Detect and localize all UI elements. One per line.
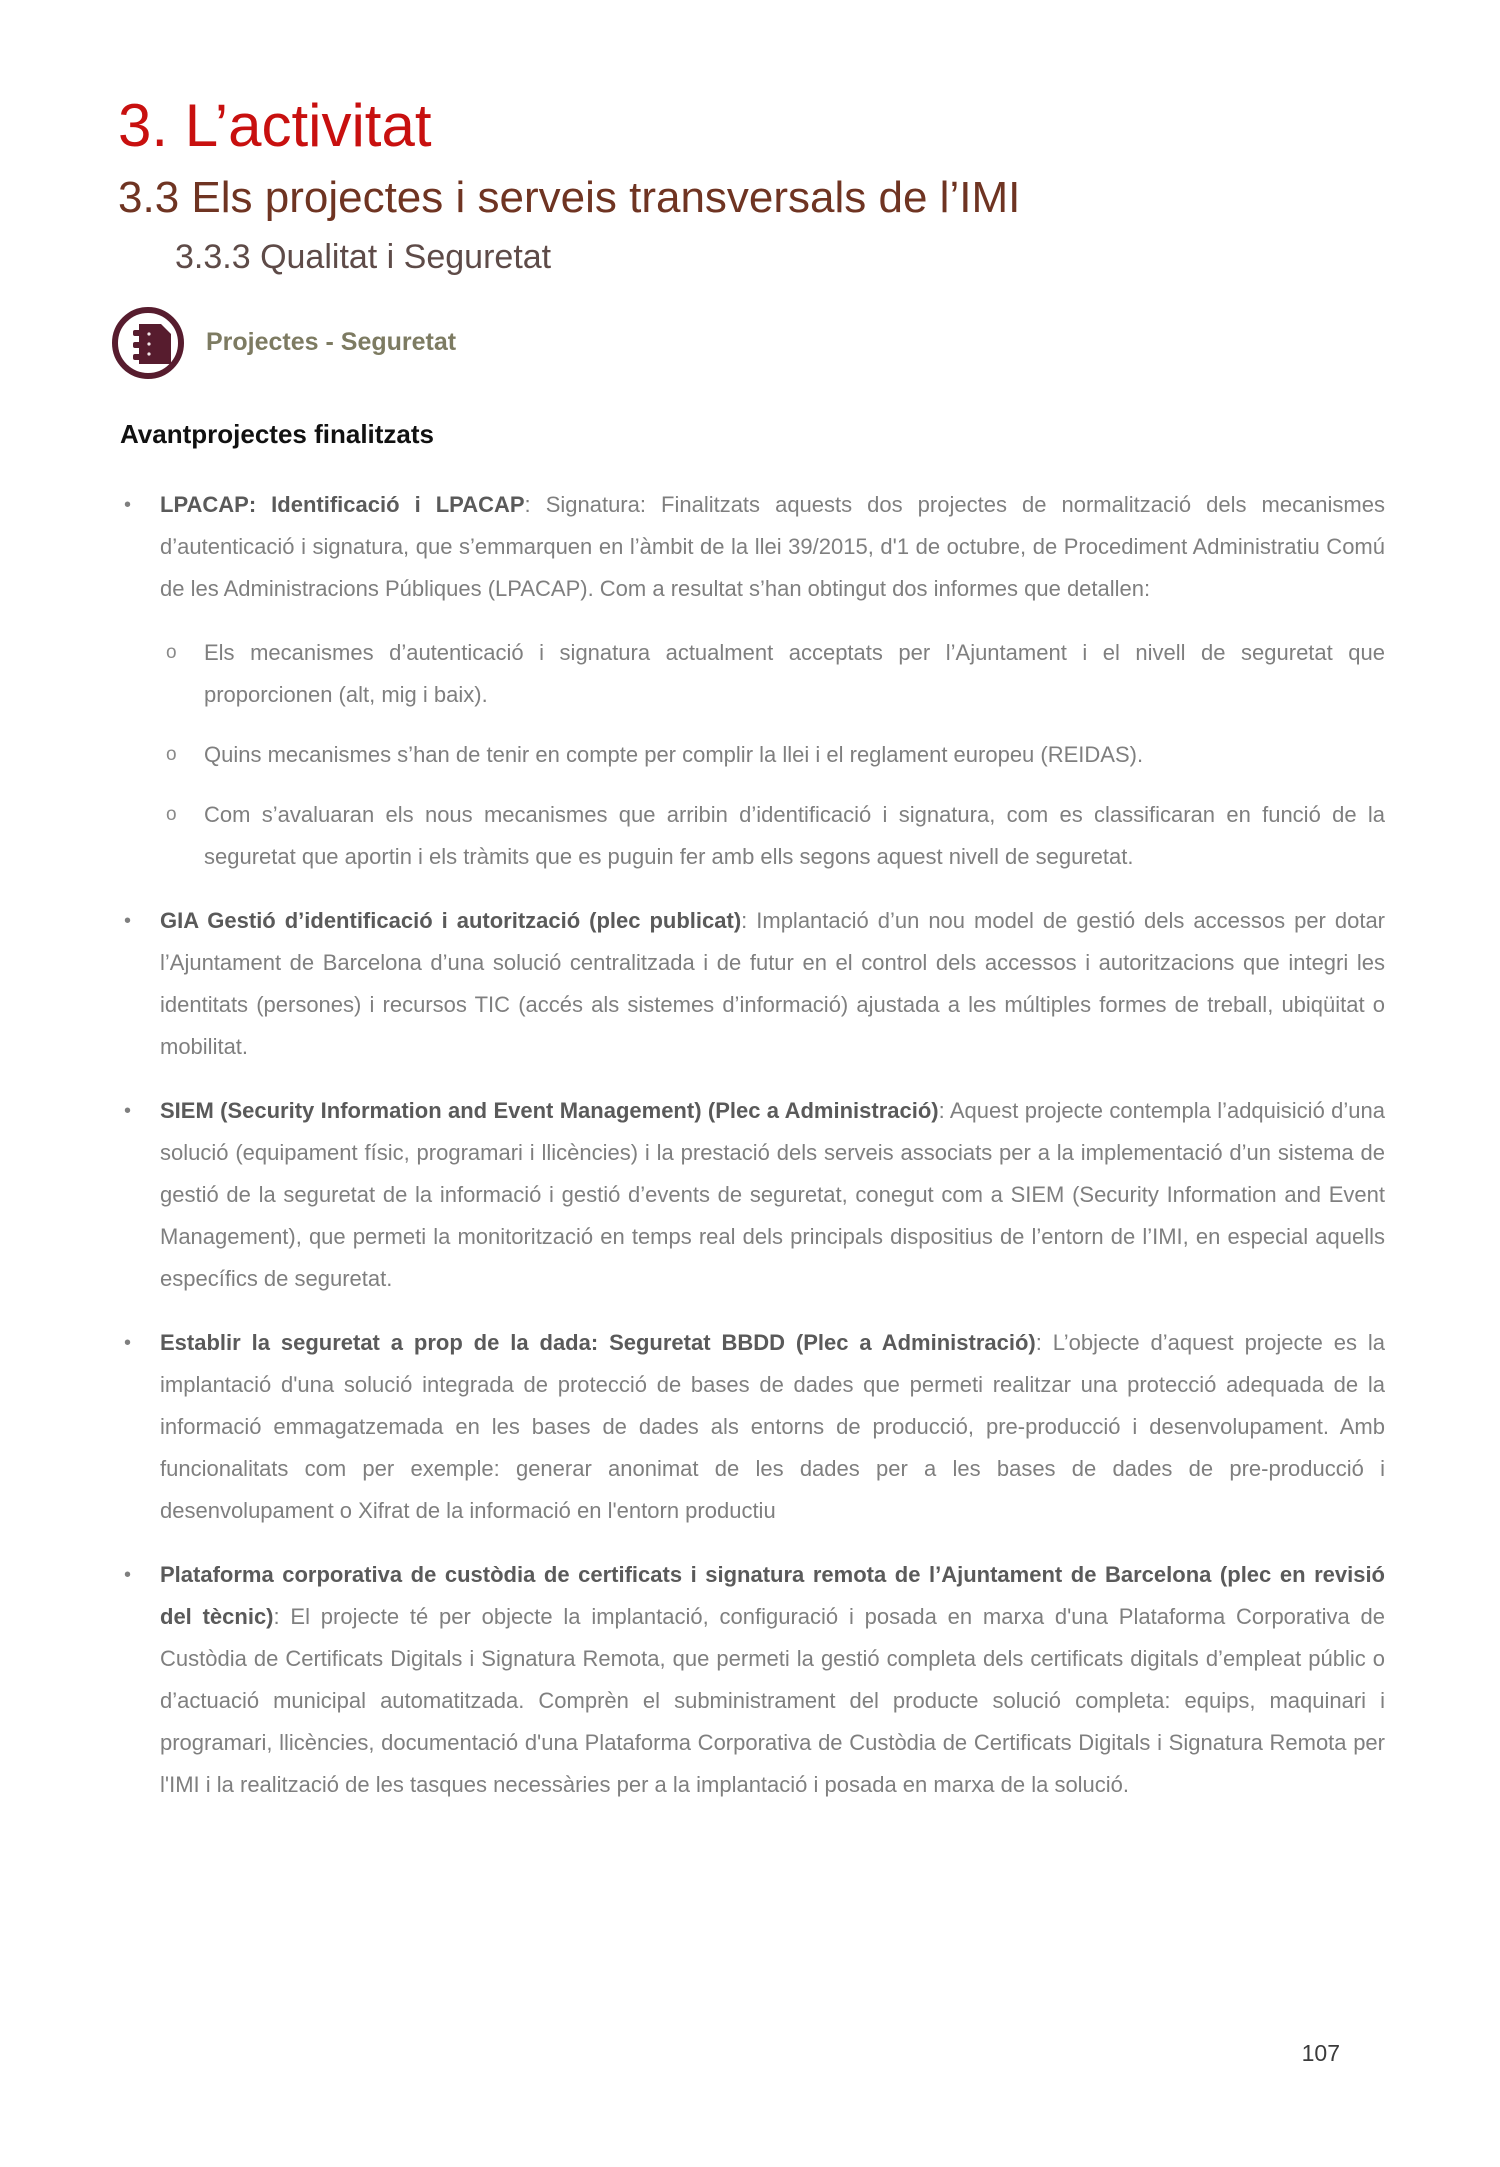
bullet-body: : L’objecte d’aquest projecte es la implantació d'una solució integrada de protecció de bases de dades que permeti realitzar una protecció adequada de la informació emmagatzemada en les bases de dades als entorns de producció, pre-producció i desenvolupament. Amb funcionalitats com per exemple: generar anonimat de les dades per a les bases de dades de pre-producció i desenvolupament o Xifrat de la informació en l'entorn productiu [160, 1329, 1386, 1523]
sub-list [166, 632, 1385, 878]
bullet-item-plataforma [124, 1554, 1385, 1806]
bullet-text [160, 900, 1385, 1068]
notebook-icon [108, 303, 188, 383]
sub-marker-icon: o [166, 743, 177, 765]
projects-badge [108, 303, 1385, 383]
bullet-body: : Implantació d’un nou model de gestió dels accessos per dotar l’Ajuntament de Barcelona d’una solució centralitzada i de futur en el control dels accessos i autoritzacions que integri les identitats (persones) i recursos TIC (accés als sistemes d’informació) ajustada a les múltiples formes de treball, ubiqüitat o mobilitat. [160, 907, 1386, 1059]
bullet-item-siem [124, 1090, 1385, 1300]
sub-text: Quins mecanismes s’han de tenir en compte per complir la llei i el reglament europeu (REIDAS). [204, 741, 1144, 767]
badge-label: Projectes - Seguretat [206, 328, 457, 357]
sub-item [166, 734, 1385, 776]
bullet-text [160, 1090, 1385, 1300]
avantprojectes-heading: Avantprojectes finalitzats [120, 418, 435, 449]
bullet-marker-icon: • [124, 1563, 132, 1586]
bullet-marker-icon: • [124, 909, 132, 932]
bullet-marker-icon: • [124, 493, 132, 516]
bullet-marker-icon: • [124, 1099, 132, 1122]
sub-text: Com s’avaluaran els nous mecanismes que arribin d’identificació i signatura, com es classificaran en funció de la seguretat que aportin i els tràmits que es puguin fer amb ells segons aquest nivell de seguretat. [204, 801, 1385, 869]
bullet-body: : El projecte té per objecte la implantació, configuració i posada en marxa d'una Plataforma Corporativa de Custòdia de Certificats Digitals i Signatura Remota, que permeti la gestió completa dels certificats digitals d’empleat públic o d’actuació municipal automatitzada. Comprèn el subministrament del producte solució completa: equips, maquinari i programari, llicències, documentació d'una Plataforma Corporativa de Custòdia de Certificats Digitals i Signatura Remota per l'IMI i la realització de les tasques necessàries per a la implantació i posada en marxa de la solució. [160, 1603, 1385, 1797]
sub-marker-icon: o [166, 803, 177, 825]
page-number: 107 [1301, 2040, 1340, 2066]
sub-marker-icon: o [166, 641, 177, 663]
bullet-item-bbdd [124, 1322, 1385, 1532]
sub-text: Els mecanismes d’autenticació i signatura actualment acceptats per l’Ajuntament i el nivell de seguretat que proporcionen (alt, mig i baix). [204, 639, 1385, 707]
bullet-item-gia [124, 900, 1385, 1068]
bullet-item-lpacap [124, 484, 1385, 610]
bullet-lead: GIA Gestió d’identificació i autorització (plec publicat) [160, 907, 742, 933]
bullet-text [160, 1554, 1385, 1806]
chapter-title: 3. L’activitat [118, 92, 432, 159]
bullet-lead: LPACAP: Identificació i LPACAP [160, 491, 525, 517]
subsection-title: 3.3.3 Qualitat i Seguretat [175, 238, 552, 277]
bullet-lead: Establir la seguretat a prop de la dada: Seguretat BBDD (Plec a Administració) [160, 1329, 1036, 1355]
bullet-body: : Signatura: Finalitzats aquests dos projectes de normalització dels mecanismes d’autenticació i signatura, que s’emmarquen en l’àmbit de la llei 39/2015, d'1 de octubre, de Procediment Administratiu Comú de les Administracions Públiques (LPACAP). Com a resultat s’han obtingut dos informes que detallen: [160, 491, 1385, 601]
bullet-lead: Plataforma corporativa de custòdia de certificats i signatura remota de l’Ajuntament de Barcelona (plec en revisió del tècnic) [160, 1561, 1385, 1629]
bullet-lead: SIEM (Security Information and Event Management) (Plec a Administració) [160, 1097, 939, 1123]
bullet-list [124, 484, 1385, 1806]
section-title: 3.3 Els projectes i serveis transversals de l’IMI [118, 173, 1021, 223]
sub-item [166, 794, 1385, 878]
bullet-marker-icon: • [124, 1331, 132, 1354]
bullet-text [160, 484, 1385, 610]
bullet-body: : Aquest projecte contempla l’adquisició d’una solució (equipament físic, programari i llicències) i la prestació dels serveis associats per a la implementació d’un sistema de gestió de la seguretat de la informació i gestió d’events de seguretat, conegut com a SIEM (Security Information and Event Management), que permeti la monitorització en temps real dels principals dispositius de l’entorn de l’IMI, en especial aquells específics de seguretat. [160, 1097, 1385, 1291]
bullet-text [160, 1322, 1385, 1532]
sub-item [166, 632, 1385, 716]
